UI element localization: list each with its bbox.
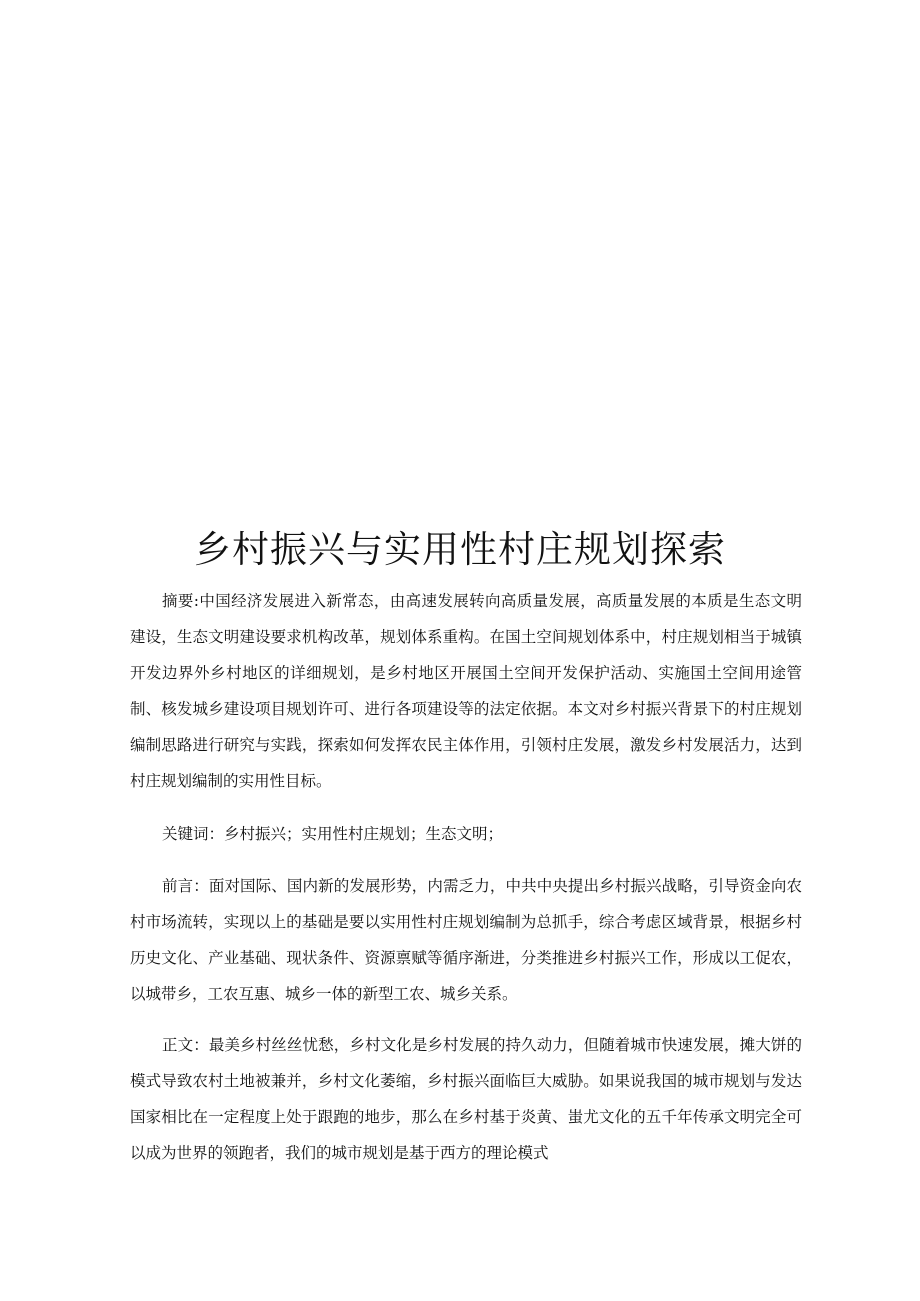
body-paragraph: 正文：最美乡村丝丝忧愁，乡村文化是乡村发展的持久动力，但随着城市快速发展，摊大饼的模式导致农村土地被兼并，乡村文化萎缩，乡村振兴面临巨大威胁。如果说我国的城市规划与发达国家相比在一定程度上处于跟跑的地步，那么在乡村基于炎黄、蚩尤文化的五千年传承文明完全可以成为世界的领跑者，我们的城市规划是基于西方的理论模式: [130, 1036, 802, 1162]
abstract-paragraph: 摘要:中国经济发展进入新常态，由高速发展转向高质量发展，高质量发展的本质是生态文明建设，生态文明建设要求机构改革，规划体系重构。在国土空间规划体系中，村庄规划相当于城镇开发边界外乡村地区的详细规划，是乡村地区开展国土空间开发保护活动、实施国土空间用途管制、核发城乡建设项目规划许可、进行各项建设等的法定依据。本文对乡村振兴背景下的村庄规划编制思路进行研究与实践，探索如何发挥农民主体作用，引领村庄发展，激发乡村发展活力，达到村庄规划编制的实用性目标。: [130, 592, 802, 790]
preface-paragraph: 前言：面对国际、国内新的发展形势，内需乏力，中共中央提出乡村振兴战略，引导资金向农村市场流转，实现以上的基础是要以实用性村庄规划编制为总抓手，综合考虑区域背景，根据乡村历史文化、产业基础、现状条件、资源禀赋等循序渐进，分类推进乡村振兴工作，形成以工促农，以城带乡，工农互惠、城乡一体的新型工农、城乡关系。: [130, 877, 802, 1003]
keywords-paragraph: 关键词：乡村振兴；实用性村庄规划；生态文明；: [162, 825, 504, 843]
document-title: 乡村振兴与实用性村庄规划探索: [194, 528, 726, 571]
